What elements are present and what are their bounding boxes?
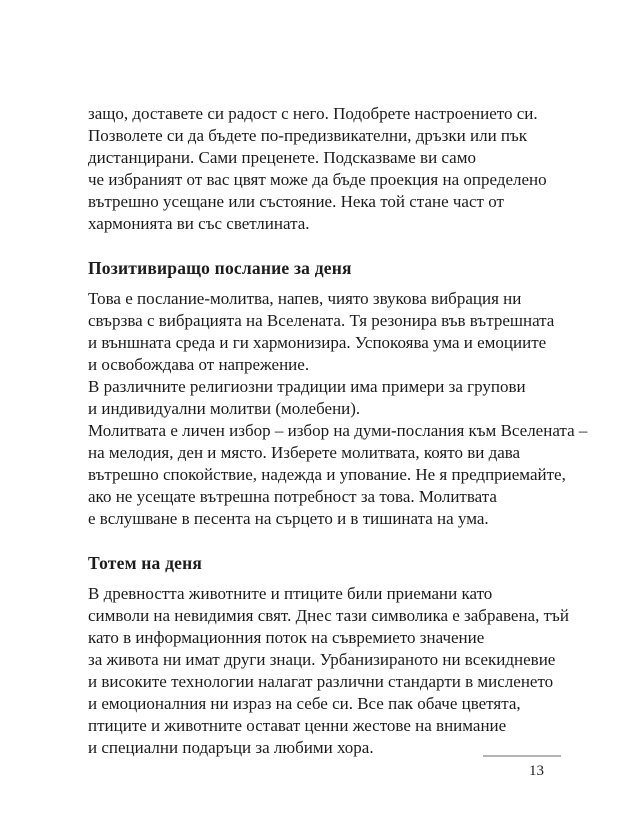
body-paragraph <box>88 103 562 235</box>
text-line: и външната среда и ги хармонизира. Успокоява ума и емоциите <box>88 333 547 352</box>
text-line: защо, доставете си радост с него. Подобрете настроението си. <box>88 104 538 123</box>
text-line: и индивидуални молитви (молебени). <box>88 399 361 418</box>
text-line: ако не усещате вътрешна потребност за това. Молитвата <box>88 487 497 506</box>
text-line: е вслушване в песента на сърцето и в тишината на ума. <box>88 509 489 528</box>
text-line: като в информационния поток на съвремието значение <box>88 628 485 647</box>
text-line: символи на невидимия свят. Днес тази символика е забравена, тъй <box>88 606 569 625</box>
text-line: и освобождава от напрежение. <box>88 355 310 374</box>
page-number: 13 <box>529 763 544 779</box>
text-line: дистанцирани. Сами преценете. Подсказваме ви само <box>88 148 476 167</box>
text-line: вътрешно усещане или състояние. Нека той стане част от <box>88 192 504 211</box>
text-line: Молитвата е личен избор – избор на думи-послания към Вселената – <box>88 421 588 440</box>
page-footer <box>483 755 561 779</box>
text-line: и емоционалния ни израз на себе си. Все пак обаче цветята, <box>88 694 521 713</box>
text-line: птиците и животните остават ценни жестове на внимание <box>88 716 507 735</box>
section-heading: Тотем на деня <box>88 553 203 573</box>
text-line: и високите технологии налагат различни стандарти в мисленето <box>88 672 554 691</box>
text-line: вътрешно спокойствие, надежда и упование. Не я предприемайте, <box>88 465 566 484</box>
body-paragraph <box>88 288 588 530</box>
text-line: свързва с вибрацията на Вселената. Тя резонира във вътрешната <box>88 311 555 330</box>
text-line: на мелодия, ден и място. Изберете молитвата, която ви дава <box>88 443 521 462</box>
text-line: че избраният от вас цвят може да бъде проекция на определено <box>88 170 547 189</box>
body-paragraph <box>88 583 569 759</box>
text-line: Позволете си да бъдете по-предизвикателни, дръзки или пък <box>88 126 528 145</box>
section-heading: Позитивиращо послание за деня <box>88 258 352 278</box>
footer-rule <box>483 755 561 757</box>
text-line: и специални подаръци за любими хора. <box>88 738 374 757</box>
text-line: за живота ни имат други знаци. Урбанизираното ни всекидневие <box>88 650 556 669</box>
page-content <box>88 103 588 759</box>
text-line: В древността животните и птиците били приемани като <box>88 584 493 603</box>
text-line: Това е послание-молитва, напев, чиято звукова вибрация ни <box>88 289 522 308</box>
text-line: В различните религиозни традиции има примери за групови <box>88 377 526 396</box>
text-line: хармонията ви със светлината. <box>88 214 310 233</box>
